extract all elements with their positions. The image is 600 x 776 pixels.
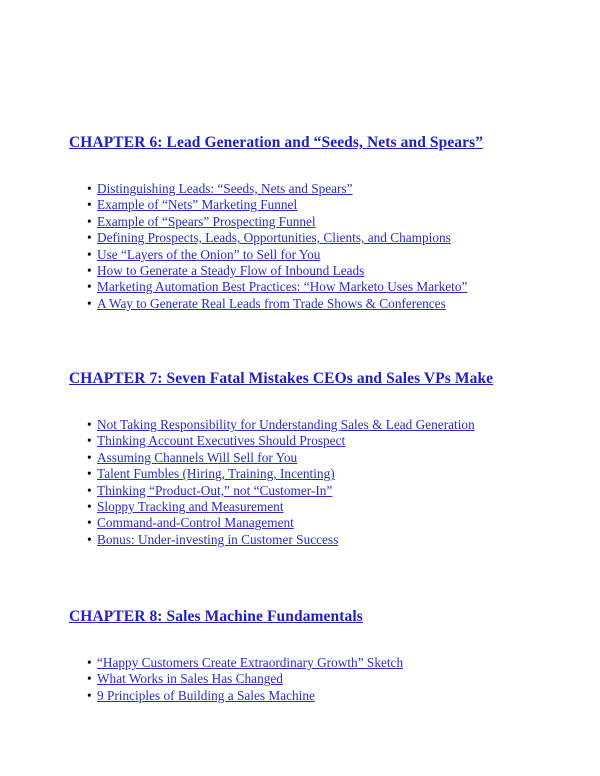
toc-entry-link[interactable]: Not Taking Responsibility for Understanding Sales & Lead Generation	[97, 417, 475, 432]
list-item	[69, 433, 493, 449]
list-item	[69, 197, 483, 213]
list-item	[69, 417, 493, 433]
toc-list-chapter-8	[69, 655, 403, 704]
bullet-icon: •	[87, 671, 92, 687]
bullet-icon: •	[87, 295, 92, 311]
spacer	[69, 152, 483, 181]
list-item	[69, 296, 483, 312]
toc-entry-link[interactable]: “Happy Customers Create Extraordinary Growth” Sketch	[97, 655, 404, 670]
list-item	[69, 279, 483, 295]
toc-entry-link[interactable]: Defining Prospects, Leads, Opportunities, Clients, and Champions	[97, 230, 451, 246]
toc-list-chapter-7	[69, 417, 493, 548]
list-item	[69, 515, 493, 531]
bullet-icon: •	[87, 515, 92, 531]
toc-entry-link[interactable]: Thinking Account Executives Should Prospect	[97, 433, 346, 449]
toc-entry-link[interactable]: 9 Principles of Building a Sales Machine	[97, 687, 315, 703]
toc-section-chapter-6	[69, 134, 483, 312]
toc-section-chapter-8	[69, 608, 403, 704]
list-item	[69, 688, 403, 704]
bullet-icon: •	[87, 499, 92, 515]
bullet-icon: •	[87, 230, 92, 246]
toc-entry-link[interactable]: Talent Fumbles (Hiring, Training, Incenting)	[97, 466, 335, 482]
chapter-heading-link[interactable]: CHAPTER 6: Lead Generation and “Seeds, Nets and Spears”	[69, 134, 484, 151]
list-item	[69, 483, 493, 499]
chapter-heading-link[interactable]: CHAPTER 7: Seven Fatal Mistakes CEOs and Sales VPs Make	[69, 370, 494, 387]
toc-entry-link[interactable]: What Works in Sales Has Changed	[97, 671, 283, 687]
list-item	[69, 214, 483, 230]
toc-entry-link[interactable]: Command-and-Control Management	[97, 515, 294, 531]
toc-entry-link[interactable]: Sloppy Tracking and Measurement	[97, 499, 284, 515]
list-item	[69, 671, 403, 687]
toc-entry-link[interactable]: Marketing Automation Best Practices: “How Marketo Uses Marketo”	[97, 279, 468, 295]
bullet-icon: •	[87, 466, 92, 482]
toc-entry-link[interactable]: How to Generate a Steady Flow of Inbound Leads	[97, 263, 365, 279]
bullet-icon: •	[87, 449, 92, 465]
bullet-icon: •	[87, 213, 92, 229]
list-item	[69, 230, 483, 246]
bullet-icon: •	[87, 531, 92, 547]
spacer	[69, 626, 403, 655]
toc-entry-link[interactable]: Thinking “Product-Out,” not “Customer-In”	[97, 482, 333, 498]
toc-entry-link[interactable]: Example of “Spears” Prospecting Funnel	[97, 213, 316, 229]
list-item	[69, 532, 493, 548]
bullet-icon: •	[87, 181, 92, 196]
bullet-icon: •	[87, 687, 92, 703]
bullet-icon: •	[87, 246, 92, 262]
bullet-icon: •	[87, 417, 92, 432]
toc-section-chapter-7	[69, 370, 493, 548]
list-item	[69, 247, 483, 263]
list-item	[69, 466, 493, 482]
toc-entry-link[interactable]: Distinguishing Leads: “Seeds, Nets and Spears”	[97, 181, 353, 196]
bullet-icon: •	[87, 197, 92, 213]
list-item	[69, 499, 493, 515]
list-item	[69, 181, 483, 197]
bullet-icon: •	[87, 279, 92, 295]
chapter-heading-link[interactable]: CHAPTER 8: Sales Machine Fundamentals	[69, 608, 363, 625]
bullet-icon: •	[87, 482, 92, 498]
list-item	[69, 450, 493, 466]
toc-entry-link[interactable]: Assuming Channels Will Sell for You	[97, 449, 298, 465]
list-item	[69, 263, 483, 279]
spacer	[69, 388, 493, 417]
list-item	[69, 655, 403, 671]
toc-entry-link[interactable]: Use “Layers of the Onion” to Sell for You	[97, 246, 321, 262]
toc-entry-link[interactable]: Example of “Nets” Marketing Funnel	[97, 197, 298, 213]
bullet-icon: •	[87, 263, 92, 279]
toc-entry-link[interactable]: A Way to Generate Real Leads from Trade Shows & Conferences	[97, 295, 446, 311]
toc-entry-link[interactable]: Bonus: Under-investing in Customer Success	[97, 531, 339, 547]
bullet-icon: •	[87, 655, 92, 670]
toc-list-chapter-6	[69, 181, 483, 312]
bullet-icon: •	[87, 433, 92, 449]
